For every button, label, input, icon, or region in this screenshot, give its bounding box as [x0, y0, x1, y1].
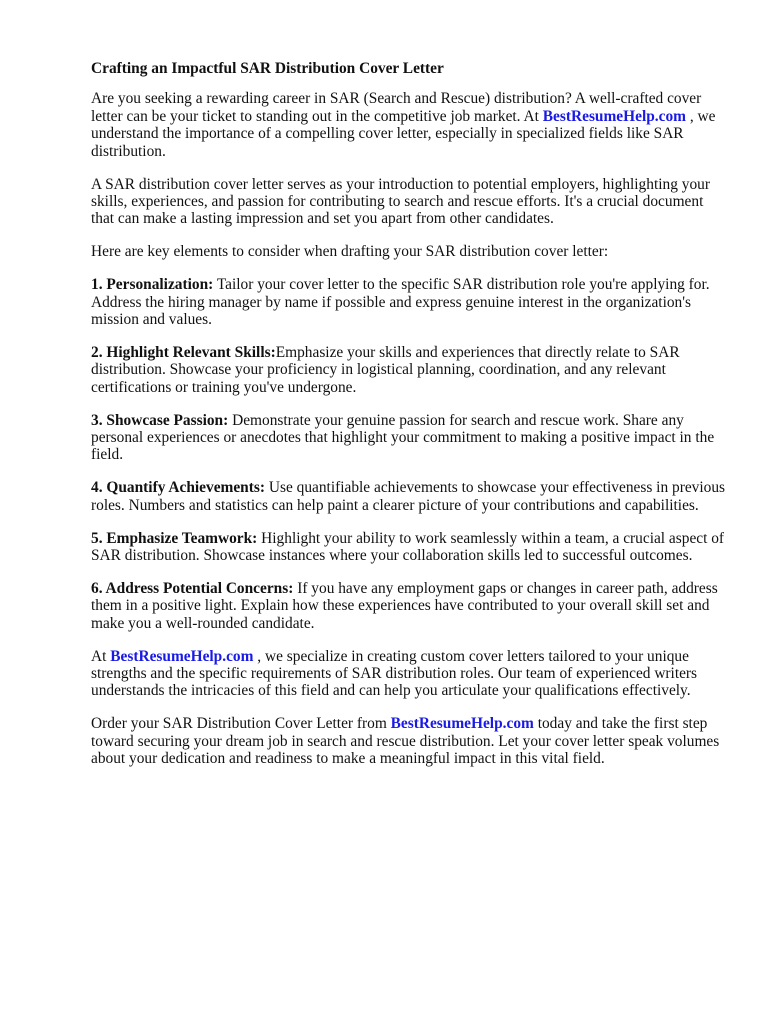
introduction-paragraph: A SAR distribution cover letter serves as your introduction to potential employers, highlighting your skills, experiences, and passion for contributing to search and rescue efforts. It's a crucial document that can make a lasting impression and set you apart from other candidates. [91, 175, 710, 228]
element-item-teamwork [91, 530, 727, 565]
key-elements-intro: Here are key elements to consider when drafting your SAR distribution cover letter: [91, 243, 609, 261]
element-heading: 5. Emphasize Teamwork: [91, 529, 258, 547]
service-paragraph [91, 648, 727, 700]
element-heading: 2. Highlight Relevant Skills: [91, 343, 276, 361]
element-heading: 3. Showcase Passion: [91, 411, 229, 429]
bestresumehelp-link[interactable]: BestResumeHelp.com [542, 107, 686, 125]
element-text: Use quantifiable achievements to showcase your effectiveness in previous roles. Numbers and statistics can help paint a clearer picture of your contributions and capabilities. [91, 479, 726, 514]
service-text-after: , we specialize in creating custom cover letters tailored to your unique strengths and the specific requirements of SAR distribution roles. Our team of experienced writers understands the intricacies of this field and can help you articulate your qualifications effectively. [91, 647, 698, 700]
intro-text-after: , we understand the importance of a compelling cover letter, especially in specialized fields like SAR distribution. [91, 107, 716, 160]
intro-text-before: Are you seeking a rewarding career in SAR (Search and Rescue) distribution? A well-crafted cover letter can be your ticket to standing out in the competitive job market. At [91, 90, 702, 125]
intro-paragraph [91, 90, 727, 160]
document-page [91, 60, 727, 783]
element-heading: 4. Quantify Achievements: [91, 479, 265, 497]
order-text-after: today and take the first step toward securing your dream job in search and rescue distribution. Let your cover letter speak volumes about your dedication and readiness to make a meaningful impact in this vital field. [91, 715, 720, 768]
document-title: Crafting an Impactful SAR Distribution Cover Letter [91, 60, 444, 77]
service-text-before: At [91, 647, 111, 665]
bestresumehelp-link[interactable]: BestResumeHelp.com [110, 647, 254, 665]
element-item-skills [91, 344, 727, 396]
element-text: Demonstrate your genuine passion for search and rescue work. Share any personal experiences or anecdotes that highlight your commitment to making a positive impact in the field. [91, 411, 715, 464]
element-heading: 1. Personalization: [91, 276, 214, 294]
element-item-concerns [91, 580, 727, 632]
element-text: Emphasize your skills and experiences that directly relate to SAR distribution. Showcase your proficiency in logistical planning, coordination, and any relevant certifications or training you've undergone. [91, 343, 680, 396]
order-paragraph [91, 715, 727, 767]
bestresumehelp-link[interactable]: BestResumeHelp.com [390, 715, 534, 733]
element-item-personalization [91, 276, 727, 328]
element-text: Highlight your ability to work seamlessly within a team, a crucial aspect of SAR distribution. Showcase instances where your collaboration skills led to successful outcomes. [91, 529, 725, 565]
element-text: Tailor your cover letter to the specific SAR distribution role you're applying for. Address the hiring manager by name if possible and express genuine interest in the organization's mission and values. [91, 276, 710, 328]
order-text-before: Order your SAR Distribution Cover Letter from [91, 715, 391, 733]
element-text: If you have any employment gaps or changes in career path, address them in a positive light. Explain how these experiences have contributed to your overall skill set and make you a well-rounded candidate. [91, 579, 718, 632]
element-item-achievements [91, 479, 727, 514]
element-item-passion [91, 412, 727, 464]
element-heading: 6. Address Potential Concerns: [91, 579, 294, 597]
